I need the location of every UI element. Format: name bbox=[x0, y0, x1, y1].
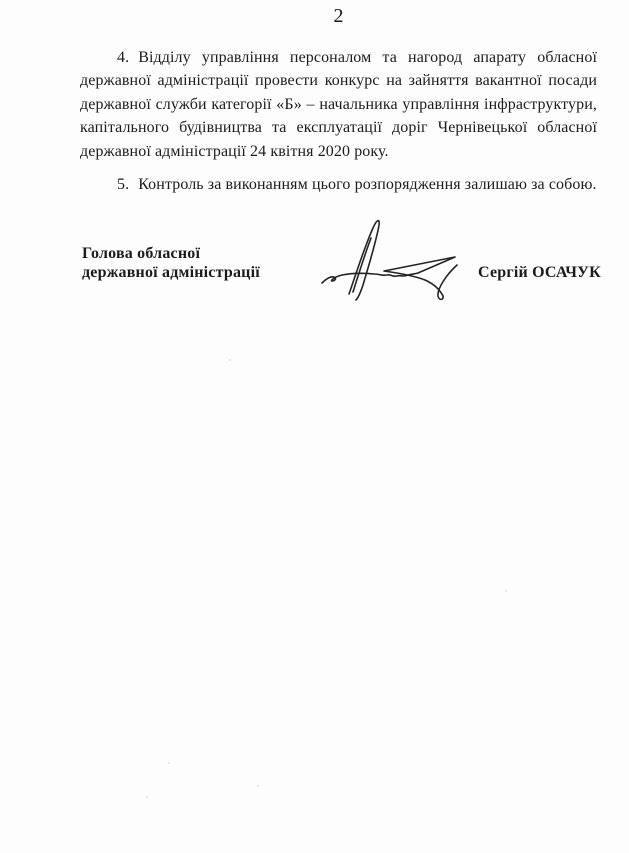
handwritten-signature-icon bbox=[320, 210, 460, 302]
paragraph-4-number: 4. bbox=[117, 49, 130, 66]
paragraph-5-text: Контроль за виконанням цього розпорядження залишаю за собою. bbox=[138, 176, 597, 193]
signer-title bbox=[82, 245, 260, 282]
paragraph-5-number: 5. bbox=[117, 176, 130, 193]
paragraph-4-text: Відділу управління персоналом та нагород апарату обласної державної адміністрації провести конкурс на зайняття вакантної посади державної служби категорії «Б» – начальника управління інфраструктури, капітального будівництва та експлуатації доріг Чернівецької обласної державної адміністрації 24 квітня 2020 року. bbox=[80, 49, 597, 160]
signer-name: Сергій ОСАЧУК bbox=[478, 264, 601, 281]
scan-noise-dot bbox=[505, 590, 507, 592]
paragraph-4 bbox=[80, 46, 597, 163]
scan-noise-dot bbox=[146, 796, 148, 798]
scan-noise-dot bbox=[229, 359, 231, 361]
paragraph-5 bbox=[80, 173, 597, 196]
scan-noise-dot bbox=[257, 785, 259, 787]
signer-title-line1: Голова обласної bbox=[82, 245, 201, 262]
page-number: 2 bbox=[333, 5, 344, 27]
signer-title-line2: державної адміністрації bbox=[82, 263, 260, 281]
scan-noise-dot bbox=[168, 762, 170, 764]
